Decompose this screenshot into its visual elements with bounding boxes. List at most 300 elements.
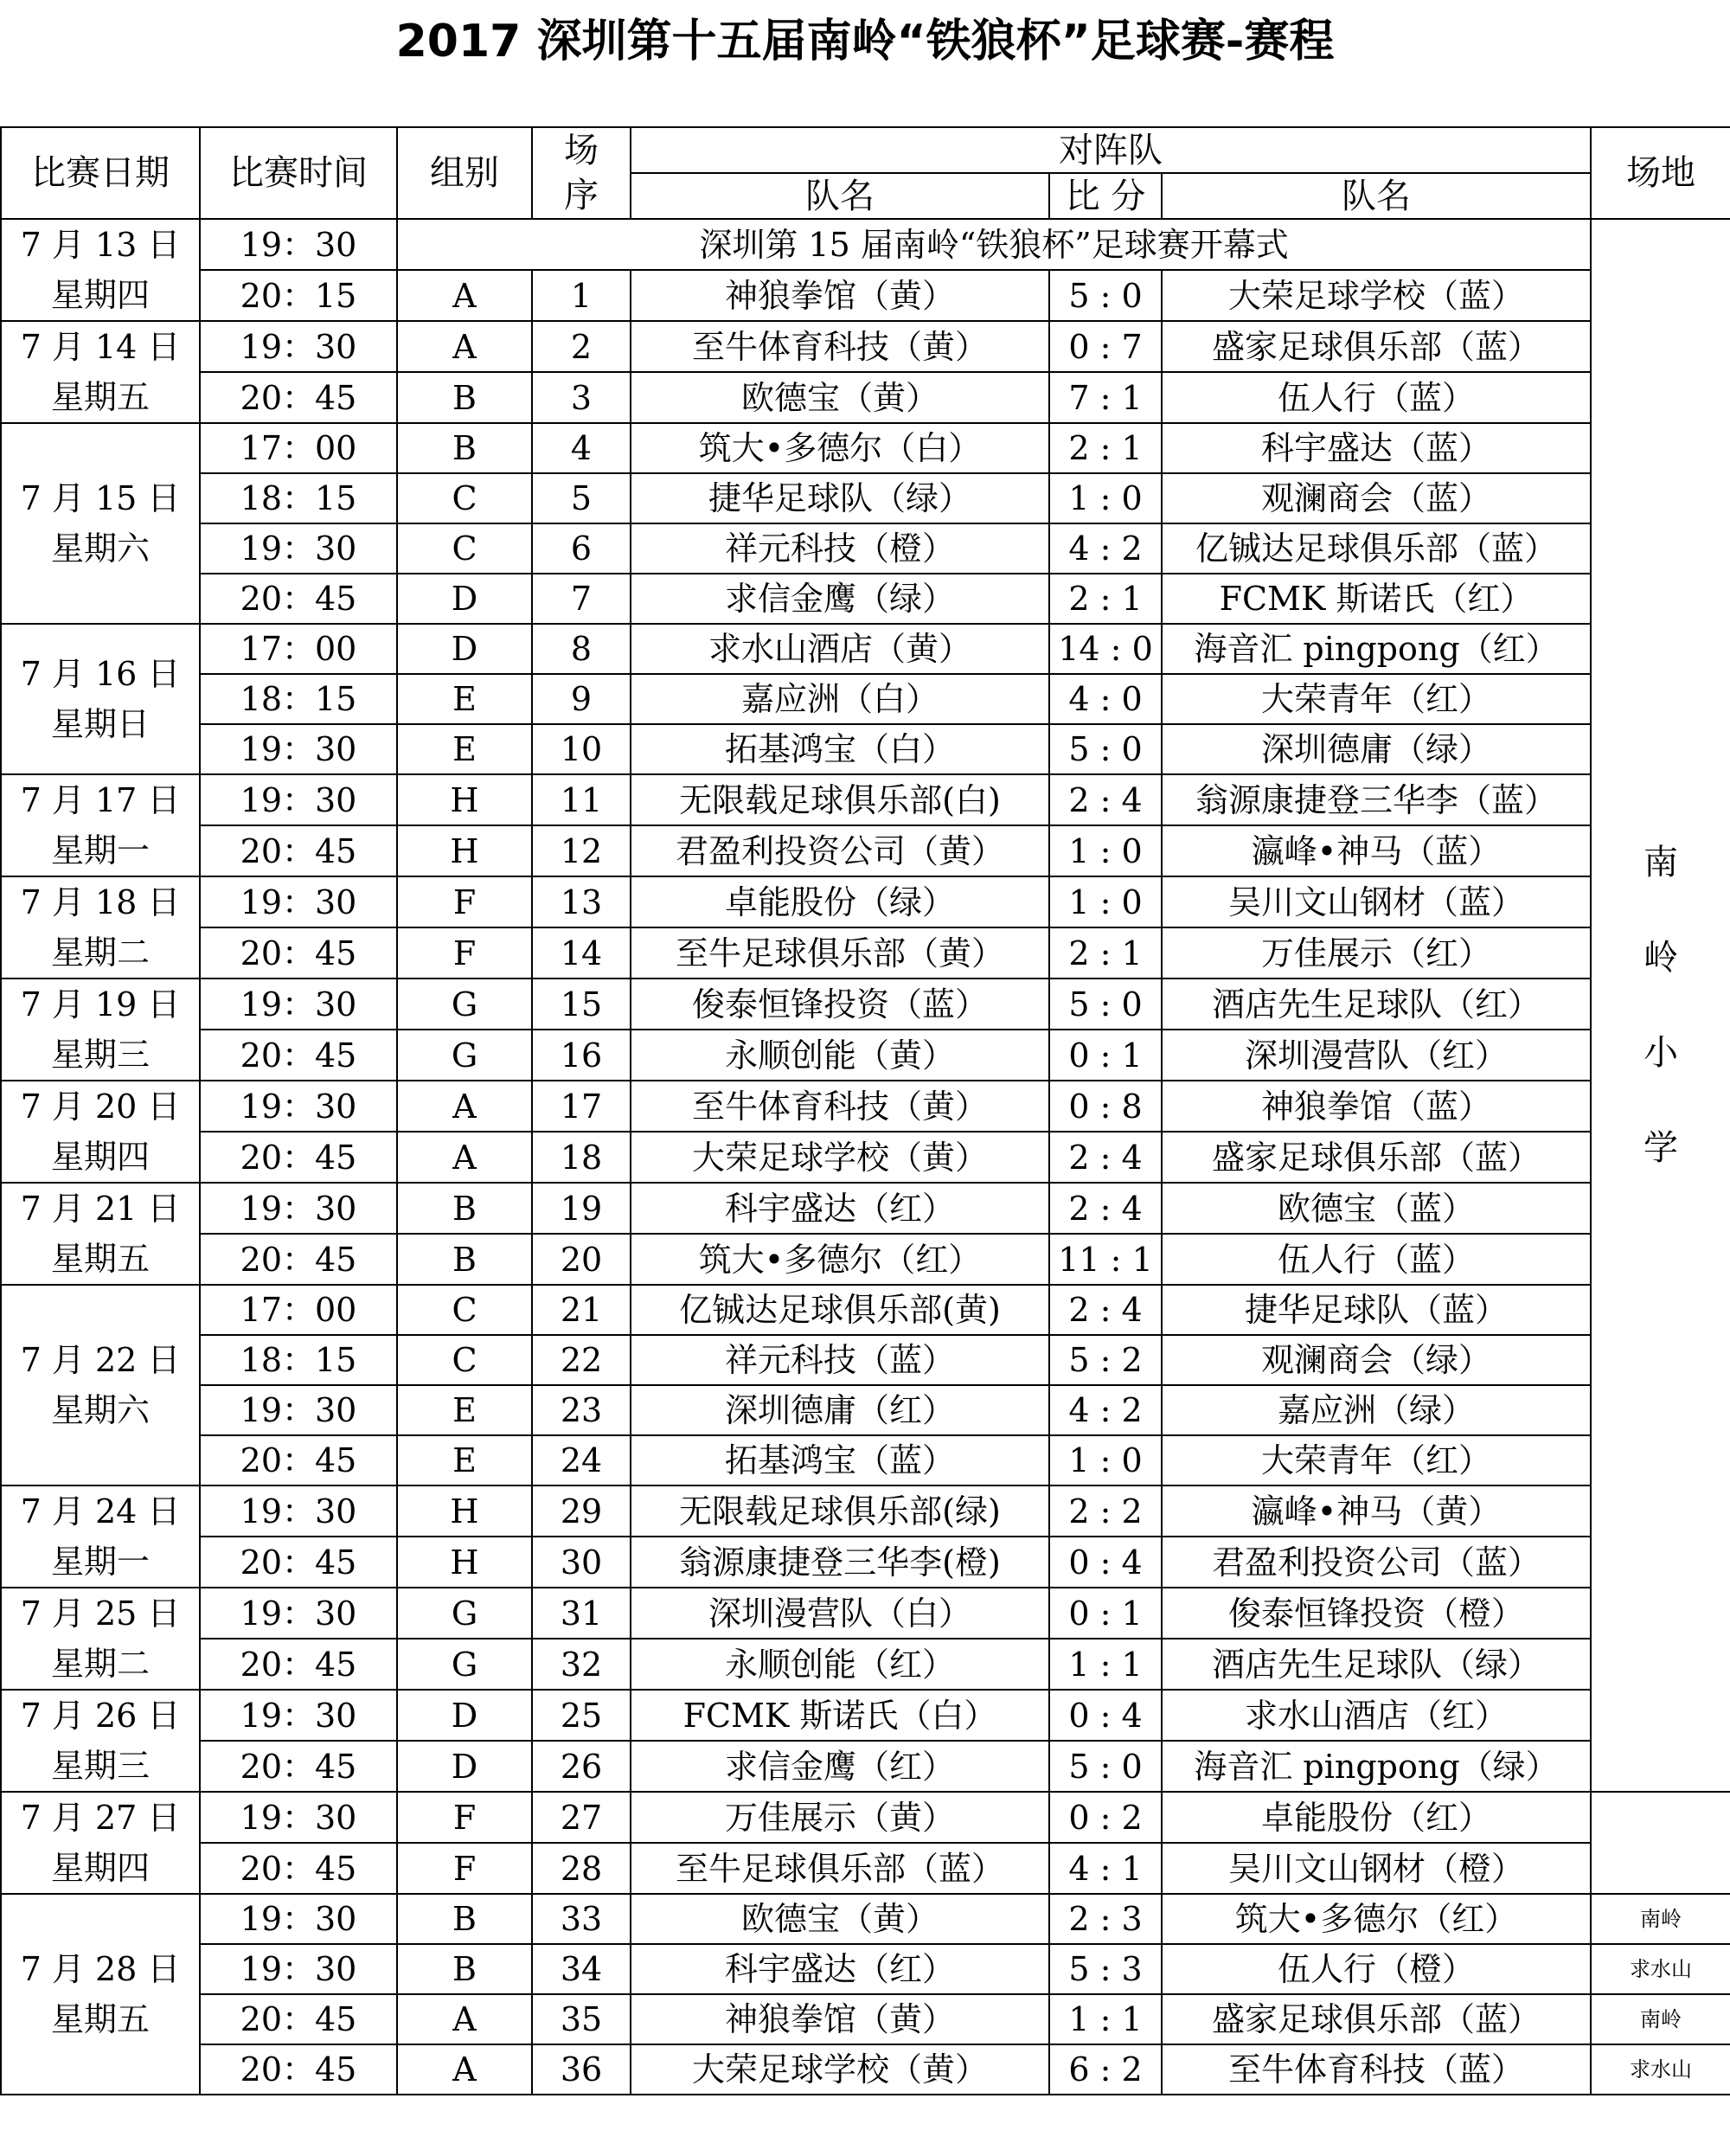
match-date: 7 月 25 日 <box>20 1595 181 1633</box>
match-time: 19：30 <box>200 1792 397 1843</box>
away-team: 嘉应洲（绿） <box>1162 1385 1591 1435</box>
table-row <box>1 1435 1730 1485</box>
match-time: 19：30 <box>200 523 397 574</box>
away-team: 酒店先生足球队（红） <box>1162 979 1591 1030</box>
table-row <box>1 270 1730 321</box>
home-team: 君盈利投资公司（黄） <box>631 825 1049 876</box>
home-team: 至牛体育科技（黄） <box>631 1081 1049 1132</box>
home-team: 嘉应洲（白） <box>631 674 1049 724</box>
match-score: 2 : 4 <box>1049 1183 1162 1234</box>
header-team-home: 队名 <box>631 173 1049 219</box>
table-row <box>1 825 1730 876</box>
date-cell <box>1 774 200 876</box>
match-number: 12 <box>532 825 631 876</box>
match-number: 4 <box>532 423 631 473</box>
match-time: 20：45 <box>200 1639 397 1690</box>
table-row <box>1 1081 1730 1132</box>
header-team-away: 队名 <box>1162 173 1591 219</box>
venue-main-cell <box>1591 219 1730 1792</box>
date-cell <box>1 1894 200 2095</box>
away-team: 盛家足球俱乐部（蓝） <box>1162 1994 1591 2044</box>
venue-cell: 南岭 <box>1591 1994 1730 2044</box>
match-group: G <box>397 1588 532 1639</box>
match-date: 7 月 19 日 <box>20 985 181 1023</box>
table-row <box>1 624 1730 674</box>
match-time: 19：30 <box>200 774 397 825</box>
table-row <box>1 724 1730 774</box>
away-team: 神狼拳馆（蓝） <box>1162 1081 1591 1132</box>
venue-cell: 求水山 <box>1591 2044 1730 2095</box>
home-team: 筑大•多德尔（红） <box>631 1234 1049 1285</box>
table-row <box>1 674 1730 724</box>
match-weekday: 星期六 <box>50 1391 150 1429</box>
away-team: 深圳德庸（绿） <box>1162 724 1591 774</box>
match-score: 11 : 1 <box>1049 1234 1162 1285</box>
match-date: 7 月 22 日 <box>20 1341 181 1379</box>
away-team: 盛家足球俱乐部（蓝） <box>1162 321 1591 372</box>
match-date: 7 月 14 日 <box>20 328 181 366</box>
match-score: 1 : 0 <box>1049 876 1162 927</box>
date-cell <box>1 1588 200 1690</box>
match-number: 28 <box>532 1843 631 1894</box>
away-team: 卓能股份（红） <box>1162 1792 1591 1843</box>
match-number: 27 <box>532 1792 631 1843</box>
match-score: 2 : 1 <box>1049 927 1162 979</box>
home-team: 祥元科技（橙） <box>631 523 1049 574</box>
match-time: 20：45 <box>200 1030 397 1081</box>
match-weekday: 星期二 <box>50 934 150 972</box>
match-time: 17：00 <box>200 423 397 473</box>
table-row <box>1 1894 1730 1944</box>
home-team: 至牛足球俱乐部（蓝） <box>631 1843 1049 1894</box>
match-group: G <box>397 1639 532 1690</box>
header-date: 比赛日期 <box>1 127 200 219</box>
match-number: 36 <box>532 2044 631 2095</box>
match-weekday: 星期二 <box>50 1645 150 1683</box>
date-cell <box>1 321 200 423</box>
home-team: 求信金鹰（红） <box>631 1741 1049 1792</box>
header-row-1 <box>1 127 1730 173</box>
match-score: 0 : 2 <box>1049 1792 1162 1843</box>
away-team: 盛家足球俱乐部（蓝） <box>1162 1132 1591 1183</box>
table-row <box>1 774 1730 825</box>
match-group: F <box>397 1792 532 1843</box>
match-time: 19：30 <box>200 1894 397 1944</box>
match-group: A <box>397 270 532 321</box>
venue-cell: 求水山 <box>1591 1944 1730 1994</box>
match-time: 20：45 <box>200 1741 397 1792</box>
match-group: G <box>397 1030 532 1081</box>
match-group: H <box>397 1537 532 1588</box>
match-number: 9 <box>532 674 631 724</box>
match-weekday: 星期三 <box>50 1036 150 1074</box>
match-group: B <box>397 1183 532 1234</box>
match-score: 2 : 4 <box>1049 1132 1162 1183</box>
header-order-top: 场 <box>564 131 599 170</box>
match-date: 7 月 24 日 <box>20 1492 181 1530</box>
match-number: 2 <box>532 321 631 372</box>
table-row <box>1 1183 1730 1234</box>
venue-char: 学 <box>1644 1128 1679 1168</box>
match-score: 2 : 4 <box>1049 774 1162 825</box>
match-number: 14 <box>532 927 631 979</box>
table-row <box>1 473 1730 523</box>
match-group: H <box>397 774 532 825</box>
header-order-bottom: 序 <box>564 176 599 215</box>
match-group: E <box>397 1435 532 1485</box>
match-time: 19：30 <box>200 321 397 372</box>
match-number: 5 <box>532 473 631 523</box>
home-team: 永顺创能（红） <box>631 1639 1049 1690</box>
table-row <box>1 321 1730 372</box>
date-cell <box>1 1285 200 1485</box>
match-time: 20：45 <box>200 1234 397 1285</box>
match-number: 6 <box>532 523 631 574</box>
match-score: 14 : 0 <box>1049 624 1162 674</box>
match-score: 6 : 2 <box>1049 2044 1162 2095</box>
match-group: A <box>397 1132 532 1183</box>
match-number: 34 <box>532 1944 631 1994</box>
match-score: 0 : 1 <box>1049 1588 1162 1639</box>
match-date: 7 月 16 日 <box>20 655 181 693</box>
match-number: 11 <box>532 774 631 825</box>
table-row <box>1 1588 1730 1639</box>
match-weekday: 星期三 <box>50 1747 150 1785</box>
match-group: B <box>397 1944 532 1994</box>
match-date: 7 月 18 日 <box>20 883 181 921</box>
venue-char: 小 <box>1644 1033 1679 1073</box>
match-group: B <box>397 423 532 473</box>
match-weekday: 星期五 <box>50 1240 150 1278</box>
home-team: 筑大•多德尔（白） <box>631 423 1049 473</box>
match-date: 7 月 27 日 <box>20 1799 181 1837</box>
away-team: 至牛体育科技（蓝） <box>1162 2044 1591 2095</box>
home-team: 祥元科技（蓝） <box>631 1335 1049 1385</box>
match-score: 1 : 0 <box>1049 825 1162 876</box>
away-team: 吴川文山钢材（蓝） <box>1162 876 1591 927</box>
match-score: 0 : 1 <box>1049 1030 1162 1081</box>
away-team: 俊泰恒锋投资（橙） <box>1162 1588 1591 1639</box>
home-team: 拓基鸿宝（蓝） <box>631 1435 1049 1485</box>
table-row <box>1 372 1730 423</box>
match-group: D <box>397 574 532 624</box>
date-cell <box>1 1792 200 1894</box>
match-number: 10 <box>532 724 631 774</box>
match-number: 30 <box>532 1537 631 1588</box>
home-team: 卓能股份（绿） <box>631 876 1049 927</box>
match-score: 5 : 0 <box>1049 270 1162 321</box>
match-group: C <box>397 473 532 523</box>
match-weekday: 星期日 <box>50 705 150 743</box>
match-number: 8 <box>532 624 631 674</box>
match-score: 1 : 0 <box>1049 1435 1162 1485</box>
match-number: 3 <box>532 372 631 423</box>
table-row <box>1 979 1730 1030</box>
match-time: 19：30 <box>200 1385 397 1435</box>
match-date: 7 月 28 日 <box>20 1950 181 1988</box>
match-group: A <box>397 1994 532 2044</box>
home-team: 捷华足球队（绿） <box>631 473 1049 523</box>
match-score: 1 : 1 <box>1049 1994 1162 2044</box>
away-team: 伍人行（橙） <box>1162 1944 1591 1994</box>
home-team: 拓基鸿宝（白） <box>631 724 1049 774</box>
page-title: 2017 深圳第十五届南岭“铁狼杯”足球赛-赛程 <box>395 16 1335 67</box>
home-team: 万佳展示（黄） <box>631 1792 1049 1843</box>
date-cell <box>1 1485 200 1588</box>
match-group: F <box>397 876 532 927</box>
home-team: 求水山酒店（黄） <box>631 624 1049 674</box>
match-group: E <box>397 674 532 724</box>
table-row <box>1 1843 1730 1894</box>
away-team: 筑大•多德尔（红） <box>1162 1894 1591 1944</box>
table-row <box>1 2044 1730 2095</box>
match-score: 2 : 1 <box>1049 574 1162 624</box>
home-team: 科宇盛达（红） <box>631 1183 1049 1234</box>
match-group: E <box>397 724 532 774</box>
header-group: 组别 <box>397 127 532 219</box>
home-team: 大荣足球学校（黄） <box>631 2044 1049 2095</box>
date-cell <box>1 624 200 774</box>
match-number: 24 <box>532 1435 631 1485</box>
match-score: 2 : 1 <box>1049 423 1162 473</box>
match-number: 31 <box>532 1588 631 1639</box>
home-team: 神狼拳馆（黄） <box>631 1994 1049 2044</box>
match-time: 19：30 <box>200 1183 397 1234</box>
match-time: 20：45 <box>200 1994 397 2044</box>
away-team: 瀛峰•神马（蓝） <box>1162 825 1591 876</box>
away-team: 君盈利投资公司（蓝） <box>1162 1537 1591 1588</box>
match-number: 15 <box>532 979 631 1030</box>
home-team: 俊泰恒锋投资（蓝） <box>631 979 1049 1030</box>
match-time: 19：30 <box>200 1485 397 1537</box>
match-time: 19：30 <box>200 1944 397 1994</box>
match-time: 18：15 <box>200 674 397 724</box>
table-row <box>1 1030 1730 1081</box>
away-team: 观澜商会（蓝） <box>1162 473 1591 523</box>
away-team: 伍人行（蓝） <box>1162 1234 1591 1285</box>
home-team: 欧德宝（黄） <box>631 1894 1049 1944</box>
match-score: 0 : 7 <box>1049 321 1162 372</box>
match-time: 20：45 <box>200 372 397 423</box>
away-team: 万佳展示（红） <box>1162 927 1591 979</box>
match-time: 20：15 <box>200 270 397 321</box>
date-cell <box>1 1690 200 1792</box>
match-date: 7 月 17 日 <box>20 781 181 819</box>
home-team: 翁源康捷登三华李(橙) <box>631 1537 1049 1588</box>
home-team: 永顺创能（黄） <box>631 1030 1049 1081</box>
match-score: 5 : 2 <box>1049 1335 1162 1385</box>
date-cell <box>1 1183 200 1285</box>
match-number: 19 <box>532 1183 631 1234</box>
match-number: 1 <box>532 270 631 321</box>
away-team: 大荣青年（红） <box>1162 1435 1591 1485</box>
away-team: 吴川文山钢材（橙） <box>1162 1843 1591 1894</box>
match-time: 19：30 <box>200 1081 397 1132</box>
home-team: 无限载足球俱乐部(白) <box>631 774 1049 825</box>
match-score: 4 : 2 <box>1049 523 1162 574</box>
match-time: 20：45 <box>200 1132 397 1183</box>
schedule-body <box>1 127 1730 2095</box>
match-weekday: 星期四 <box>50 1849 150 1887</box>
match-time: 20：45 <box>200 2044 397 2095</box>
table-row <box>1 1285 1730 1335</box>
match-group: A <box>397 321 532 372</box>
match-group: B <box>397 372 532 423</box>
match-time: 19：30 <box>200 1588 397 1639</box>
away-team: 海音汇 pingpong（绿） <box>1162 1741 1591 1792</box>
match-time: 19：30 <box>200 876 397 927</box>
table-row <box>1 1944 1730 1994</box>
match-score: 1 : 1 <box>1049 1639 1162 1690</box>
match-score: 0 : 4 <box>1049 1537 1162 1588</box>
away-team: 深圳漫营队（红） <box>1162 1030 1591 1081</box>
match-number: 16 <box>532 1030 631 1081</box>
header-matchup: 对阵队 <box>631 127 1591 173</box>
table-row <box>1 1741 1730 1792</box>
away-team: 科宇盛达（蓝） <box>1162 423 1591 473</box>
match-weekday: 星期四 <box>50 1138 150 1176</box>
venue-char: 南 <box>1644 843 1679 882</box>
home-team: 深圳漫营队（白） <box>631 1588 1049 1639</box>
match-group: D <box>397 624 532 674</box>
match-group: H <box>397 825 532 876</box>
match-time: 20：45 <box>200 1537 397 1588</box>
match-number: 18 <box>532 1132 631 1183</box>
match-score: 5 : 0 <box>1049 724 1162 774</box>
table-row <box>1 1335 1730 1385</box>
match-score: 5 : 0 <box>1049 979 1162 1030</box>
match-number: 23 <box>532 1385 631 1435</box>
match-time: 17：00 <box>200 1285 397 1335</box>
match-date: 7 月 26 日 <box>20 1697 181 1735</box>
match-time: 19：30 <box>200 979 397 1030</box>
away-team: 观澜商会（绿） <box>1162 1335 1591 1385</box>
match-score: 0 : 8 <box>1049 1081 1162 1132</box>
away-team: 亿铖达足球俱乐部（蓝） <box>1162 523 1591 574</box>
table-row <box>1 1234 1730 1285</box>
match-group: A <box>397 2044 532 2095</box>
home-team: FCMK 斯诺氏（白） <box>631 1690 1049 1741</box>
home-team: 求信金鹰（绿） <box>631 574 1049 624</box>
match-number: 29 <box>532 1485 631 1537</box>
match-score: 1 : 0 <box>1049 473 1162 523</box>
match-group: C <box>397 1335 532 1385</box>
table-row <box>1 927 1730 979</box>
away-team: 瀛峰•神马（黄） <box>1162 1485 1591 1537</box>
match-time: 20：45 <box>200 1435 397 1485</box>
match-score: 7 : 1 <box>1049 372 1162 423</box>
date-cell <box>1 423 200 624</box>
match-score: 2 : 2 <box>1049 1485 1162 1537</box>
venue-cell: 南岭 <box>1591 1894 1730 1944</box>
match-number: 33 <box>532 1894 631 1944</box>
home-team: 科宇盛达（红） <box>631 1944 1049 1994</box>
match-date: 7 月 21 日 <box>20 1190 181 1228</box>
match-number: 26 <box>532 1741 631 1792</box>
match-group: D <box>397 1741 532 1792</box>
match-number: 21 <box>532 1285 631 1335</box>
match-score: 0 : 4 <box>1049 1690 1162 1741</box>
table-row <box>1 1132 1730 1183</box>
table-row <box>1 423 1730 473</box>
match-score: 4 : 1 <box>1049 1843 1162 1894</box>
match-time: 20：45 <box>200 1843 397 1894</box>
table-row <box>1 1792 1730 1843</box>
away-team: 海音汇 pingpong（红） <box>1162 624 1591 674</box>
match-time: 17：00 <box>200 624 397 674</box>
match-score: 2 : 3 <box>1049 1894 1162 1944</box>
match-score: 5 : 0 <box>1049 1741 1162 1792</box>
match-weekday: 星期一 <box>50 831 150 869</box>
header-venue: 场地 <box>1591 127 1730 219</box>
home-team: 无限载足球俱乐部(绿) <box>631 1485 1049 1537</box>
table-row <box>1 1537 1730 1588</box>
match-number: 32 <box>532 1639 631 1690</box>
match-group: F <box>397 1843 532 1894</box>
match-group: H <box>397 1485 532 1537</box>
match-number: 35 <box>532 1994 631 2044</box>
date-cell <box>1 219 200 321</box>
venue-char: 岭 <box>1644 938 1679 978</box>
away-team: 捷华足球队（蓝） <box>1162 1285 1591 1335</box>
match-group: B <box>397 1894 532 1944</box>
match-group: G <box>397 979 532 1030</box>
table-row <box>1 1485 1730 1537</box>
match-time: 18：15 <box>200 1335 397 1385</box>
match-weekday: 星期五 <box>50 2000 150 2038</box>
table-row <box>1 1690 1730 1741</box>
away-team: FCMK 斯诺氏（红） <box>1162 574 1591 624</box>
away-team: 大荣足球学校（蓝） <box>1162 270 1591 321</box>
match-group: B <box>397 1234 532 1285</box>
match-group: C <box>397 1285 532 1335</box>
match-group: D <box>397 1690 532 1741</box>
match-date: 7 月 20 日 <box>20 1088 181 1126</box>
match-weekday: 星期一 <box>50 1543 150 1581</box>
match-score: 2 : 4 <box>1049 1285 1162 1335</box>
match-weekday: 星期六 <box>50 529 150 568</box>
table-row <box>1 1994 1730 2044</box>
table-row <box>1 574 1730 624</box>
match-time: 19：30 <box>200 724 397 774</box>
match-number: 20 <box>532 1234 631 1285</box>
away-team: 酒店先生足球队（绿） <box>1162 1639 1591 1690</box>
match-time: 20：45 <box>200 574 397 624</box>
opening-ceremony: 深圳第 15 届南岭“铁狼杯”足球赛开幕式 <box>397 219 1591 270</box>
home-team: 欧德宝（黄） <box>631 372 1049 423</box>
match-weekday: 星期五 <box>50 378 150 416</box>
match-group: F <box>397 927 532 979</box>
home-team: 神狼拳馆（黄） <box>631 270 1049 321</box>
away-team: 伍人行（蓝） <box>1162 372 1591 423</box>
match-number: 25 <box>532 1690 631 1741</box>
home-team: 大荣足球学校（黄） <box>631 1132 1049 1183</box>
table-row <box>1 1385 1730 1435</box>
match-score: 4 : 2 <box>1049 1385 1162 1435</box>
date-cell <box>1 1081 200 1183</box>
match-score: 5 : 3 <box>1049 1944 1162 1994</box>
away-team: 求水山酒店（红） <box>1162 1690 1591 1741</box>
header-time: 比赛时间 <box>200 127 397 219</box>
match-group: C <box>397 523 532 574</box>
table-row <box>1 523 1730 574</box>
away-team: 欧德宝（蓝） <box>1162 1183 1591 1234</box>
match-group: E <box>397 1385 532 1435</box>
match-weekday: 星期四 <box>50 276 150 314</box>
header-score: 比 分 <box>1049 173 1162 219</box>
match-time: 20：45 <box>200 927 397 979</box>
schedule-table <box>0 126 1730 2095</box>
